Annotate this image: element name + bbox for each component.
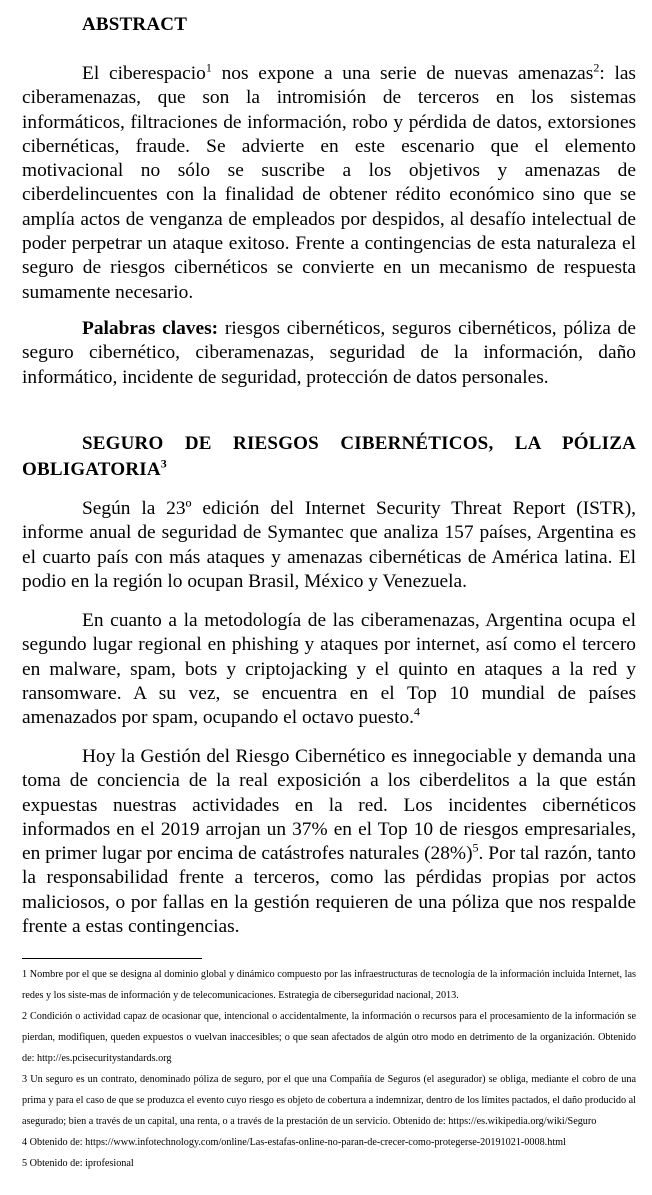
section-paragraph-3-text: Hoy la Gestión del Riesgo Cibernético es innegociable y demanda una toma de conciencia de la real exposición a los ciberdelitos a la que están expuestas nuestras actividades en la red. Los incidentes cibernéticos informados en el 2019 arrojan un 37% en el Top 10 de riesgos empresariales, en primer lugar por encima de catástrofes naturales (28%) bbox=[22, 746, 636, 865]
keywords-text: riesgos cibernéticos, seguros cibernéticos, póliza de seguro cibernético, ciberamenazas, seguridad de la información, daño informático, incidente de seguridad, protección de datos personales. bbox=[22, 318, 636, 388]
footnote-ref-2: 2 bbox=[593, 60, 600, 75]
abstract-paragraph bbox=[22, 62, 636, 305]
abstract-text-part: : las ciberamenazas, que son la intromisión de terceros en los sistemas informáticos, filtraciones de información, robo y pérdida de datos, extorsiones cibernéticas, fraude. Se advierte en este escenario que el elemento motivacional no sólo se suscribe a los objetivos y amenazas de ciberdelincuentes con la finalidad de obtener rédito económico sino que se amplía actos de venganza de empleados por despidos, al desafío intelectual de poder perpetrar un ataque exitoso. Frente a contingencias de esta naturaleza el seguro de riesgos cibernéticos se convierte en un mecanismo de respuesta sumamente necesario. bbox=[22, 63, 636, 303]
footnote-1: 1 Nombre por el que se designa al dominio global y dinámico compuesto por las infraestructuras de tecnología de la información incluida Internet, las redes y los siste-mas de información y de telecomunicaciones. Estrategia de ciberseguridad nacional, 2013. bbox=[22, 969, 636, 1001]
footnote-4: 4 Obtenido de: https://www.infotechnology.com/online/Las-estafas-online-no-paran-de-crecer-como-protegerse-20191021-0008.html bbox=[22, 1137, 566, 1148]
footnote-2: 2 Condición o actividad capaz de ocasionar que, intencional o accidentalmente, la información o recursos para el procesamiento de la información se pierdan, modifiquen, queden expuestos o vuelvan inaccesibles; o que sean afectados de algún otro modo en detrimento de la organización. Obtenido de: http://es.pcisecuritystandards.org bbox=[22, 1011, 636, 1064]
footnotes bbox=[22, 964, 636, 1174]
footnote-ref-1: 1 bbox=[205, 60, 212, 75]
abstract-heading: ABSTRACT bbox=[82, 14, 188, 35]
abstract-text-part: nos expone a una serie de nuevas amenazas bbox=[211, 63, 594, 84]
section-heading bbox=[22, 431, 636, 483]
section-paragraph-3-text: . Por tal razón, tanto la responsabilidad frente a terceros, como las pérdidas propias por actos maliciosos, o por fallas en la gestión requieren de una póliza que nos respalde frente a estas contingencias. bbox=[22, 843, 636, 938]
footnote-ref-3: 3 bbox=[160, 456, 167, 471]
section-paragraph-3 bbox=[22, 745, 636, 939]
footnote-separator bbox=[22, 958, 202, 959]
keywords-label: Palabras claves: bbox=[82, 318, 219, 339]
section-paragraph-2-text: En cuanto a la metodología de las ciberamenazas, Argentina ocupa el segundo lugar regional en phishing y ataques por internet, así como el tercero en malware, spam, bots y criptojacking y el quinto en ataques a la red y ransomware. A su vez, se encuentra en el Top 10 mundial de países amenazados por spam, ocupando el octavo puesto. bbox=[22, 610, 636, 729]
section-heading-text: SEGURO DE RIESGOS CIBERNÉTICOS, LA PÓLIZA OBLIGATORIA bbox=[22, 433, 636, 480]
footnote-5: 5 Obtenido de: iprofesional bbox=[22, 1158, 134, 1169]
keywords-paragraph bbox=[22, 317, 636, 390]
abstract-text-part: El ciberespacio bbox=[82, 63, 206, 84]
section-paragraph-1: Según la 23º edición del Internet Security Threat Report (ISTR), informe anual de seguridad de Symantec que analiza 157 países, Argentina es el cuarto país con más ataques y amenazas cibernéticas de América latina. El podio en la región lo ocupan Brasil, México y Venezuela. bbox=[22, 498, 636, 592]
section-paragraph-2 bbox=[22, 609, 636, 730]
footnote-ref-4: 4 bbox=[414, 704, 420, 719]
footnote-3: 3 Un seguro es un contrato, denominado póliza de seguro, por el que una Compañía de Seguros (el asegurador) se obliga, mediante el cobro de una prima y para el caso de que se produzca el evento cuyo riesgo es objeto de cobertura a indemnizar, dentro de los límites pactados, el daño producido al asegurado; bien a través de un capital, una renta, o a través de la prestación de un servicio. Obtenido de: https://es.wikipedia.org/wiki/Seguro bbox=[22, 1074, 636, 1127]
footnote-ref-5: 5 bbox=[472, 840, 479, 855]
